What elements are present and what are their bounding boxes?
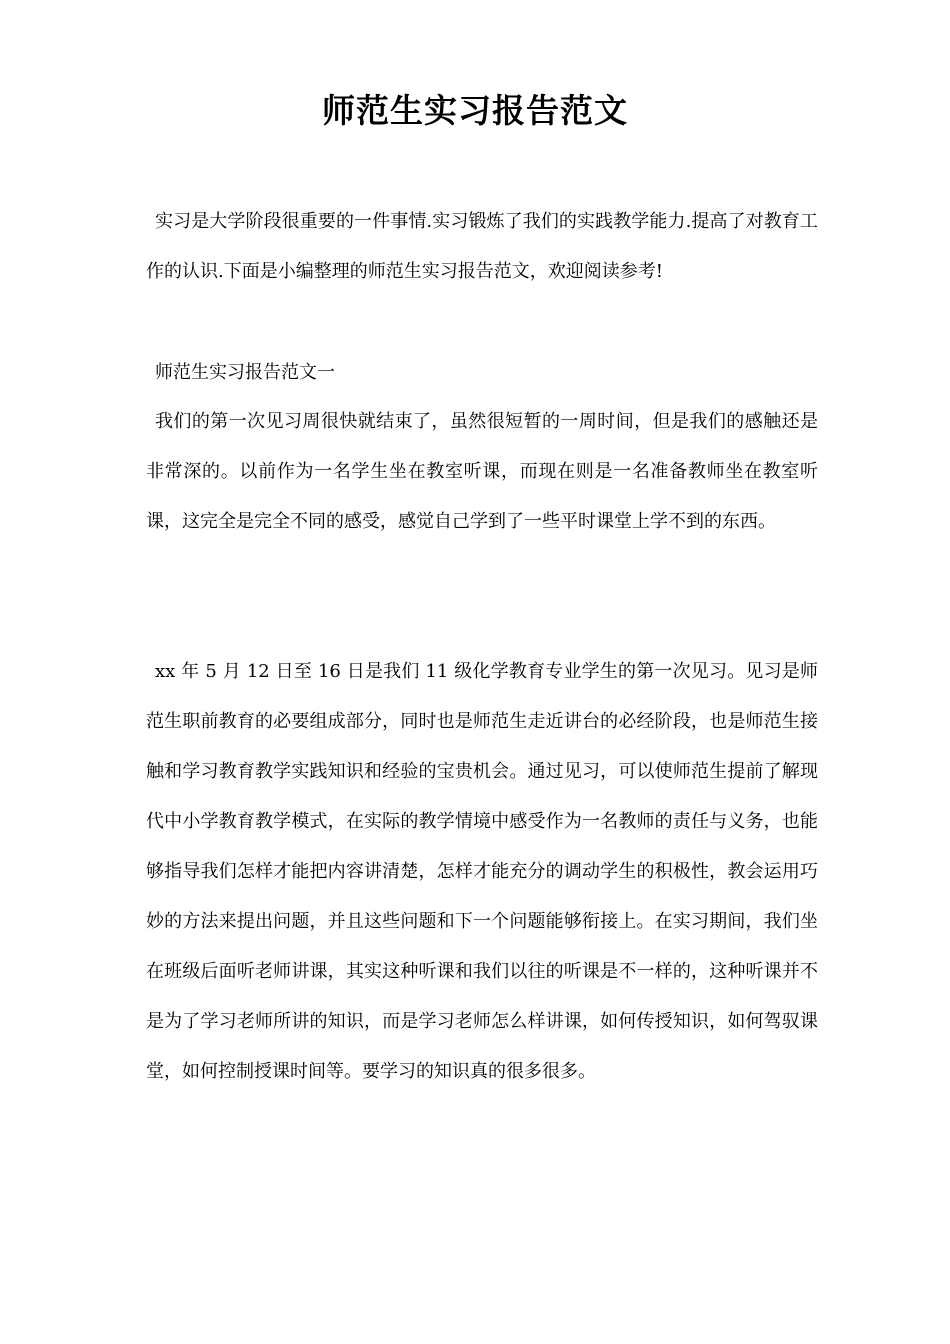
section-heading: 师范生实习报告范文一	[155, 362, 335, 383]
document-title: 师范生实习报告范文	[322, 91, 628, 130]
body-paragraph-2: xx 年 5 月 12 日至 16 日是我们 11 级化学教育专业学生的第一次见习。见习是师范生职前教育的必要组成部分，同时也是师范生走近讲台的必经阶段，也是师范生接触和学习教育教学实践知识和经验的宝贵机会。通过见习，可以使师范生提前了解现代中小学教育教学模式，在实际的教学情境中感受作为一名教师的责任与义务，也能够指导我们怎样才能把内容讲清楚，怎样才能充分的调动学生的积极性，教会运用巧妙的方法来提出问题，并且这些问题和下一个问题能够衔接上。在实习期间，我们坐在班级后面听老师讲课，其实这种听课和我们以往的听课是不一样的，这种听课并不是为了学习老师所讲的知识，而是学习老师怎么样讲课，如何传授知识，如何驾驭课堂，如何控制授课时间等。要学习的知识真的很多很多。	[146, 661, 818, 1082]
intro-paragraph: 实习是大学阶段很重要的一件事情.实习锻炼了我们的实践教学能力.提高了对教育工作的认识.下面是小编整理的师范生实习报告范文，欢迎阅读参考!	[146, 211, 818, 282]
body-paragraph-1: 我们的第一次见习周很快就结束了，虽然很短暂的一周时间，但是我们的感触还是非常深的。以前作为一名学生坐在教室听课，而现在则是一名准备教师坐在教室听课，这完全是完全不同的感受，感觉自己学到了一些平时课堂上学不到的东西。	[146, 411, 818, 532]
